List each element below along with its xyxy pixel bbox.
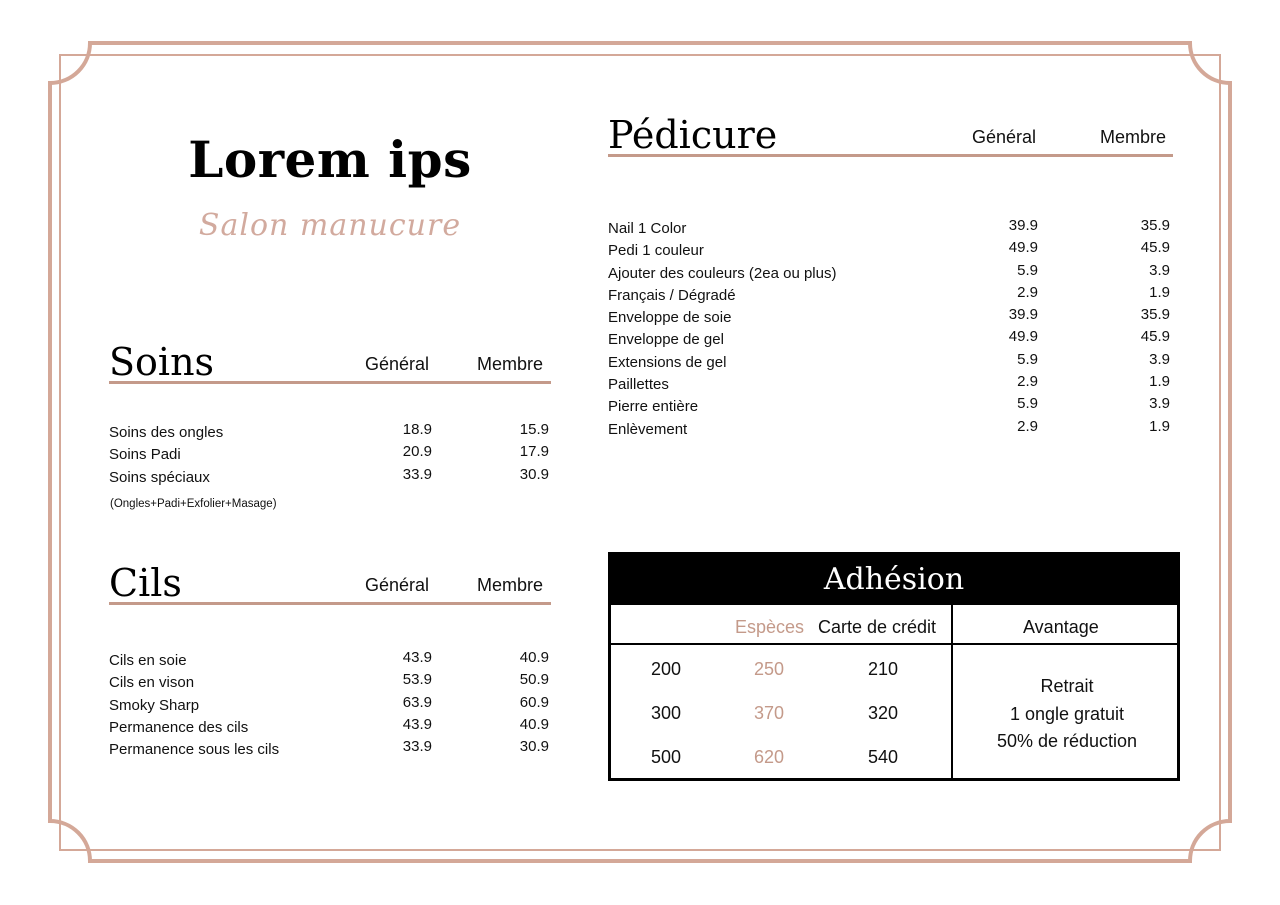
item-member-price: 35.9: [1140, 306, 1170, 324]
item-member-price: 50.9: [519, 671, 549, 689]
item-member-price: 3.9: [1149, 395, 1170, 413]
soins-title: Soins: [109, 340, 215, 384]
soins-note: (Ongles+Padi+Exfolier+Masage): [110, 497, 277, 510]
cash-value: 250: [753, 659, 785, 679]
list-item: [608, 217, 1173, 239]
list-item: [109, 466, 551, 488]
card-value: 540: [867, 747, 899, 767]
item-member-price: 40.9: [519, 715, 549, 733]
cils-header: [109, 561, 551, 605]
item-member-price: 3.9: [1149, 350, 1170, 368]
item-name: Enveloppe de soie: [608, 309, 732, 327]
item-name: Pedi 1 couleur: [608, 242, 704, 260]
list-item: [608, 284, 1173, 306]
item-general-price: 33.9: [402, 738, 432, 756]
item-name: Ajouter des couleurs (2ea ou plus): [608, 264, 837, 282]
item-name: Nail 1 Color: [608, 220, 687, 237]
item-name: Enlèvement: [608, 420, 688, 438]
item-name: Cils en vison: [109, 674, 195, 692]
membership-table: [608, 552, 1180, 781]
item-member-price: 1.9: [1149, 417, 1170, 435]
item-name: Extensions de gel: [608, 353, 727, 371]
item-name: Soins Padi: [109, 446, 181, 464]
pedicure-section: [608, 113, 1173, 440]
list-item: [608, 262, 1173, 284]
item-member-price: 1.9: [1149, 373, 1170, 391]
list-item: [109, 694, 551, 716]
list-item: [109, 443, 551, 465]
advantage-item: 50% de réduction: [996, 731, 1138, 751]
item-general-price: 18.9: [402, 421, 432, 438]
item-member-price: 45.9: [1140, 328, 1170, 346]
table-row: [611, 703, 951, 747]
item-general-price: 53.9: [402, 671, 432, 689]
item-general-price: 5.9: [1017, 261, 1038, 279]
list-item: [109, 738, 551, 760]
item-general-price: 20.9: [402, 443, 432, 461]
membership-amount: 300: [650, 703, 682, 723]
item-member-price: 40.9: [519, 649, 549, 666]
item-member-price: 30.9: [519, 465, 549, 483]
general-col-head: Général: [365, 354, 430, 374]
item-name: Enveloppe de gel: [608, 331, 724, 349]
item-general-price: 39.9: [1008, 306, 1038, 324]
item-member-price: 3.9: [1149, 261, 1170, 279]
advantage-col-head: Avantage: [1023, 617, 1099, 637]
item-name: Paillettes: [608, 376, 669, 394]
list-item: [109, 649, 551, 671]
list-item: [608, 351, 1173, 373]
item-general-price: 33.9: [402, 465, 432, 483]
advantage-item: 1 ongle gratuit: [1009, 704, 1125, 724]
item-member-price: 30.9: [519, 738, 549, 756]
item-name: Soins spéciaux: [109, 468, 210, 486]
item-general-price: 43.9: [402, 715, 432, 733]
item-general-price: 39.9: [1008, 217, 1038, 234]
salon-name: Lorem ips: [188, 130, 472, 189]
table-row: [611, 659, 951, 703]
item-member-price: 45.9: [1140, 239, 1170, 257]
item-general-price: 63.9: [402, 693, 432, 711]
list-item: [109, 671, 551, 693]
item-name: Cils en soie: [109, 652, 187, 669]
item-general-price: 2.9: [1017, 417, 1038, 435]
item-general-price: 49.9: [1008, 239, 1038, 257]
pedicure-title: Pédicure: [608, 113, 778, 157]
item-general-price: 2.9: [1017, 283, 1038, 301]
salon-tagline: Salon manucure: [198, 208, 462, 243]
item-general-price: 49.9: [1008, 328, 1038, 346]
item-member-price: 35.9: [1140, 217, 1170, 234]
item-member-price: 60.9: [519, 693, 549, 711]
item-name: Pierre entière: [608, 398, 699, 416]
item-member-price: 17.9: [519, 443, 549, 461]
item-name: Soins des ongles: [109, 424, 224, 441]
membership-column-headers: [611, 605, 1177, 645]
card-value: 210: [867, 659, 899, 679]
item-name: Français / Dégradé: [608, 286, 736, 304]
list-item: [608, 418, 1173, 440]
member-col-head: Membre: [477, 354, 544, 374]
item-name: Permanence des cils: [109, 718, 249, 736]
list-item: [608, 239, 1173, 261]
item-member-price: 15.9: [519, 421, 549, 438]
item-general-price: 5.9: [1017, 350, 1038, 368]
table-row: [611, 747, 951, 791]
membership-amount: 200: [650, 659, 682, 679]
member-col-head: Membre: [477, 575, 544, 595]
general-col-head: Général: [365, 575, 430, 595]
list-item: [109, 716, 551, 738]
list-item: [608, 306, 1173, 328]
list-item: [608, 373, 1173, 395]
card-value: 320: [867, 703, 899, 723]
soins-header: [109, 340, 551, 384]
list-item: [608, 395, 1173, 417]
list-item: [608, 328, 1173, 350]
item-general-price: 5.9: [1017, 395, 1038, 413]
soins-section: [109, 340, 551, 510]
cils-title: Cils: [109, 561, 182, 605]
cash-value: 620: [753, 747, 785, 767]
item-general-price: 43.9: [402, 649, 432, 666]
item-name: Permanence sous les cils: [109, 741, 280, 759]
card-col-head: Carte de crédit: [818, 617, 937, 637]
item-general-price: 2.9: [1017, 373, 1038, 391]
item-name: Smoky Sharp: [109, 696, 200, 714]
membership-title: Adhésion: [611, 555, 1177, 605]
list-item: [109, 421, 551, 443]
cils-section: [109, 561, 551, 760]
cash-col-head: Espèces: [735, 617, 805, 637]
cash-value: 370: [753, 703, 785, 723]
membership-amount: 500: [650, 747, 682, 767]
member-col-head: Membre: [1100, 127, 1167, 147]
pedicure-header: [608, 113, 1173, 157]
item-member-price: 1.9: [1149, 283, 1170, 301]
advantage-item: Retrait: [1040, 676, 1094, 696]
general-col-head: Général: [972, 127, 1037, 147]
